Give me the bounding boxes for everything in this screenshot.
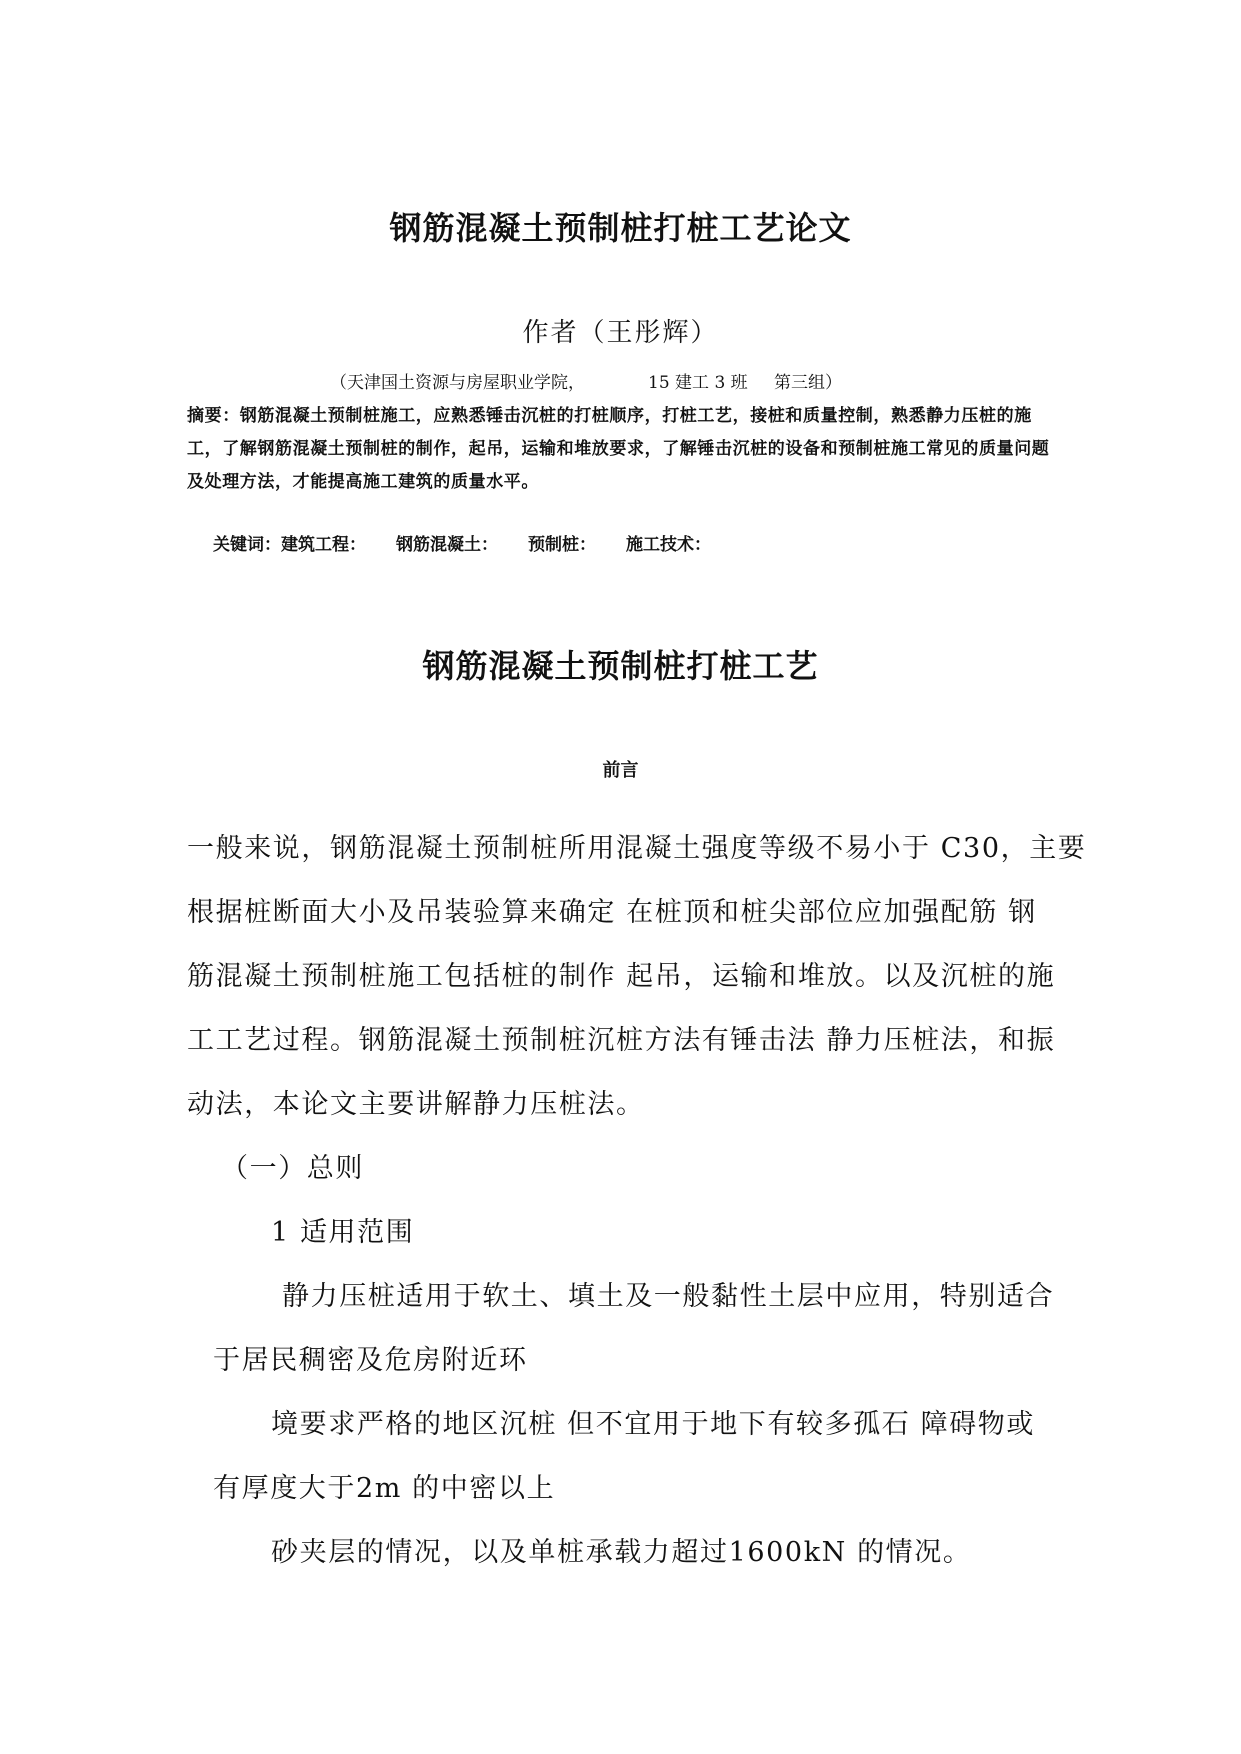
affiliation-group: 第三组） bbox=[774, 373, 842, 393]
body-line: 工工艺过程。钢筋混凝土预制桩沉桩方法有锤击法 静力压桩法，和振 bbox=[187, 1025, 1056, 1056]
body-line: 静力压桩适用于软土、填土及一般黏性土层中应用，特别适合 bbox=[282, 1281, 1055, 1312]
abstract-paragraph: 摘要：钢筋混凝土预制桩施工，应熟悉锤击沉桩的打桩顺序，打桩工艺，接桩和质量控制，熟悉静力压桩的施工，了解钢筋混凝土预制桩的制作，起吊，运输和堆放要求，了解锤击沉桩的设备和预制桩施工常见的质量问题及处理方法，才能提高施工建筑的质量水平。 bbox=[187, 406, 1050, 492]
body-line: 境要求严格的地区沉桩 但不宜用于地下有较多孤石 障碍物或 bbox=[271, 1409, 1035, 1440]
keyword-item: 施工技术： bbox=[626, 535, 711, 555]
section-title: 钢筋混凝土预制桩打桩工艺 bbox=[422, 647, 819, 685]
body-line: 于居民稠密及危房附近环 bbox=[213, 1345, 528, 1376]
author-line: 作者（王彤辉） bbox=[522, 318, 719, 348]
body-line: 筋混凝土预制桩施工包括桩的制作 起吊，运输和堆放。以及沉桩的施 bbox=[187, 961, 1056, 992]
subsection-heading: （一）总则 bbox=[221, 1153, 364, 1184]
keywords-line bbox=[213, 530, 741, 555]
affiliation-class: 15 建工 3 班 bbox=[648, 373, 748, 393]
document-title: 钢筋混凝土预制桩打桩工艺论文 bbox=[389, 209, 852, 247]
affiliation-institution: （天津国土资源与房屋职业学院， bbox=[330, 373, 585, 393]
body-line: 根据桩断面大小及吊装验算来确定 在桩顶和桩尖部位应加强配筋 钢 bbox=[187, 897, 1037, 928]
item-heading: 1 适用范围 bbox=[271, 1217, 415, 1248]
body-line: 砂夹层的情况，以及单桩承载力超过1600kN 的情况。 bbox=[271, 1537, 972, 1568]
preface-heading: 前言 bbox=[602, 760, 639, 781]
body-line: 动法，本论文主要讲解静力压桩法。 bbox=[187, 1089, 645, 1120]
affiliation-line bbox=[330, 368, 842, 393]
keywords-label: 关键词： bbox=[213, 535, 281, 555]
body-line: 一般来说，钢筋混凝土预制桩所用混凝土强度等级不易小于 C30，主要 bbox=[187, 833, 1087, 864]
keyword-item: 钢筋混凝土： bbox=[396, 535, 498, 555]
body-line: 有厚度大于2m 的中密以上 bbox=[213, 1473, 556, 1504]
keyword-item: 建筑工程： bbox=[281, 535, 366, 555]
keyword-item: 预制桩： bbox=[528, 535, 596, 555]
